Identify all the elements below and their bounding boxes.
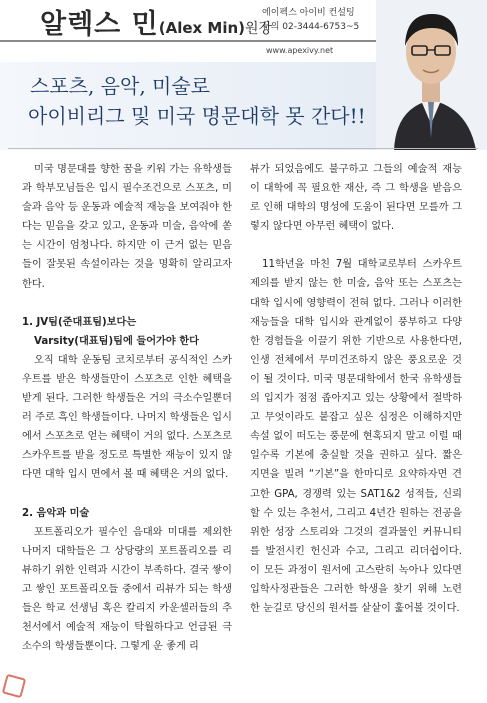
article-paragraph: 11학년을 마친 7월 대학교로부터 스카우트 제의를 받지 않는 한 미술, 음악 또는 스포츠는 대학 입시에 영향력이 전혀 없다. 그러나 이러한 재능들을 대학 입시와 관계없이 풍부하고 다양한 경험들을 이끌기 위한 기반으로 사용한다면, 인생 전체에서 무미건조하지 않은 풍요로운 것이 될 것이다. 미국 명문대학에서 한국 유학생들의 입지가 점점 좁아지고 있는 상황에서 절박하고 무엇이라도 붙잡고 싶은 심정은 이해하지만 속설 없이 떠도는 풍문에 현혹되지 말고 이럴 때일수록 기본에 충실할 것을 권하고 싶다. 짧은 지면을 빌려 “기본”을 한마디로 요약하자면 견고한 GPA, 경쟁력 있는 SAT1&2 성적들, 신뢰할 수 있는 추천서, 그리고 4년간 원하는 전공을 위한 성장 스토리와 그것의 결과물인 커뮤니티를 발전시킨 헌신과 수고, 그리고 리더쉽이다. 이 모든 과정이 원서에 고스란히 녹아나 있다면 입학사정관들은 그러한 학생을 찾기 위해 노련한 눈길로 당신의 원서를 샅샅이 훑어볼 것이다. [250,259,462,615]
author-name-english: (Alex Min) [158,19,246,37]
section-heading-1: 1. JV팀(준대표팀)보다는 [22,316,137,328]
section-heading-2: 2. 음악과 미술 [22,507,90,519]
article-paragraph: 미국 명문대를 향한 꿈을 키워 가는 유학생들과 학부모님들은 입시 필수조건으로 스포츠, 미술과 음악 등 운동과 예술적 재능을 보여줘야 한다는 믿음을 갖고 있고, 운동과 미술, 음악에 쏟는 시간이 엄청나다. 하지만 이 근거 없는 믿음들이 잘못된 속설이라는 것을 명확히 알리고자 한다. [22,164,232,290]
company-info [262,6,359,34]
company-website[interactable]: www.apexivy.net [266,46,334,55]
company-name: 에이펙스 아이비 컨설팅 [262,8,355,18]
article-column-left [22,160,232,656]
article-paragraph: 오직 대학 운동팀 코치로부터 공식적인 스카우트를 받은 학생들만이 스포츠로 인한 혜택을 받게 된다. 그러한 학생들은 거의 극소수일뿐더러 주로 흑인 학생들이다. 나머지 학생들은 입시에서 스포츠로 얻는 혜택이 거의 없다. 스포츠로 스카우트를 받을 정도로 특별한 재능이 있지 않다면 대학 입시 면에서 볼 때 혜택은 거의 없다. [22,354,232,481]
headline-line-1: 스포츠, 음악, 미술로 [30,74,210,98]
company-phone: 문의 02-3444-6753~5 [262,22,360,32]
article-paragraph: 뷰가 되었음에도 불구하고 그들의 예술적 재능이 대학에 꼭 필요한 재산, 즉 그 학생을 받음으로 인해 대학의 명성에 도움이 된다면 모를까 그렇지 않다면 아무런 혜택이 없다. [250,164,462,233]
section-heading-1-line-2: Varsity(대표팀)팀에 들어가야 한다 [34,335,199,347]
article-paragraph: 포트폴리오가 필수인 음대와 미대를 제외한 나머지 대학들은 그 상당량의 포트폴리오를 리뷰하기 위한 인력과 시간이 부족하다. 결국 쌓이고 쌓인 포트폴리오들 중에서 리뷰가 되는 학생들은 학교 선생님 혹은 칼리지 카운셀러들의 추천서에서 예술적 재능이 탁월하다고 언급된 극소수의 학생들뿐이다. 그렇게 운 좋게 리 [22,526,232,653]
author-name-korean: 알렉스 민 [40,9,159,40]
person-portrait-icon [376,0,487,150]
paragraph-gap [22,485,232,504]
author-name-block [40,2,272,41]
content-divider [8,148,478,149]
paragraph-gap [22,294,232,313]
headline-line-2: 아이비리그 및 미국 명문대학 못 간다!! [28,104,366,128]
author-title: 원장 [245,21,273,37]
paragraph-gap [250,236,462,255]
article-column-right [250,160,462,618]
stamp-icon [2,674,26,698]
